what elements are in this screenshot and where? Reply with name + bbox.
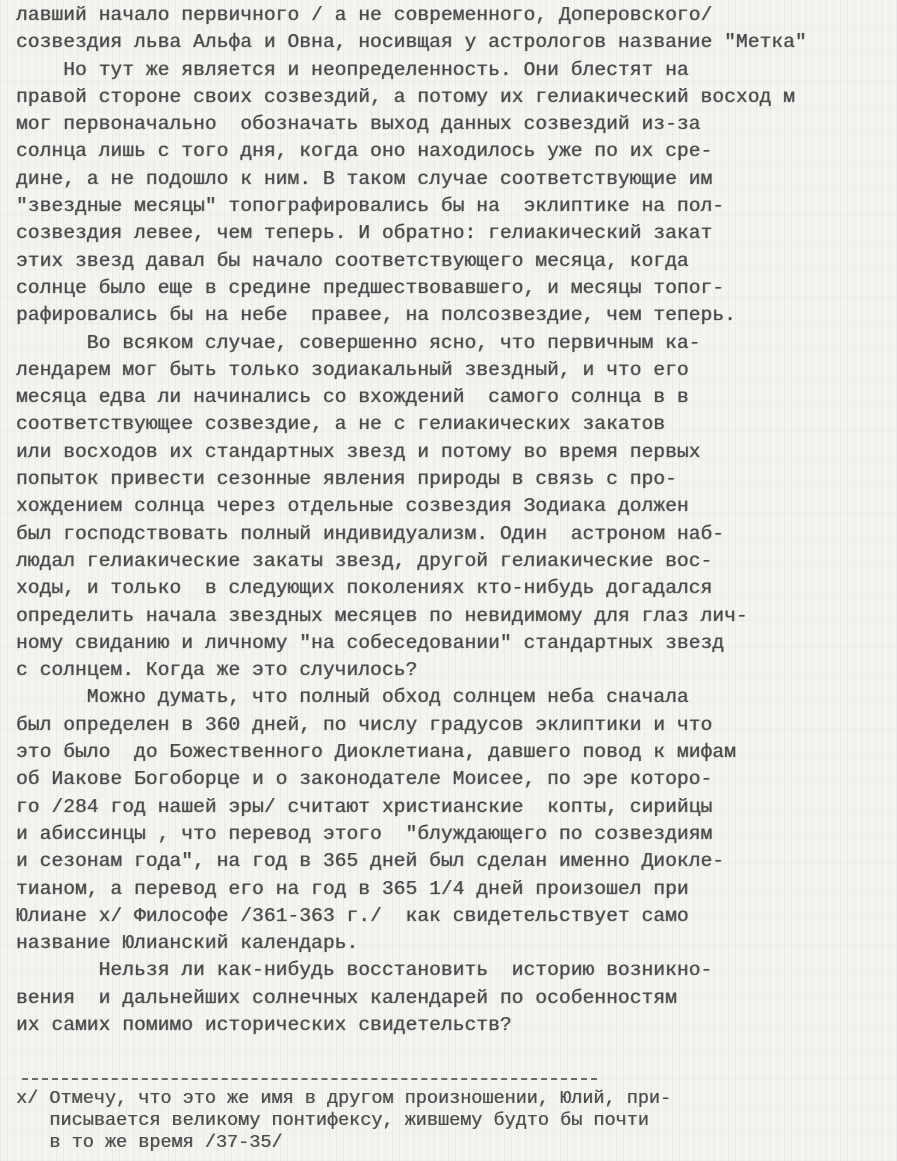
- text-line: людал гелиакические закаты звезд, другой гелиакические вос-: [16, 549, 713, 572]
- text-line: Можно думать, что полный обход солнцем неба сначала: [16, 686, 689, 709]
- text-line: Нельзя ли как-нибудь восстановить историю возникно-: [16, 959, 713, 982]
- text-line: го /284 год нашей эры/ считают христианские копты, сирийцы: [16, 795, 713, 818]
- footnote-line: в то же время /37-35/: [16, 1132, 283, 1153]
- footnote: [16, 1078, 886, 1154]
- text-line: Во всяком случае, совершенно ясно, что первичным ка-: [16, 331, 701, 354]
- text-line: ному свиданию и личному "на собеседовании" стандартных звезд: [16, 631, 725, 654]
- text-line: лавший начало первичного / а не современного, Доперовского/: [16, 4, 713, 26]
- text-line: и сезонам года", на год в 365 дней был сделан именно Диокле-: [16, 850, 725, 873]
- text-line: Но тут же является и неопределенность. Они блестят на: [16, 58, 689, 81]
- footnote-line: писывается великому понтифексу, жившему будто бы почти: [16, 1110, 649, 1131]
- text-line: тианом, а перевод его на год в 365 1/4 дней произошел при: [16, 877, 689, 900]
- text-line: их самих помимо исторических свидетельств?: [16, 1013, 512, 1036]
- footnote-text: [16, 1088, 886, 1154]
- text-line: правой стороне своих созвездий, а потому их гелиакический восход м: [16, 85, 795, 108]
- text-line: созвездия льва Альфа и Овна, носивщая у астрологов название "Метка": [16, 31, 807, 54]
- text-line: "звездные месяцы" топографировались бы на эклиптике на пол-: [16, 195, 725, 218]
- text-line: мог первоначально обозначать выход данных созвездий из-за: [16, 113, 701, 136]
- text-line: вения и дальнейших солнечных календарей по особенностям: [16, 986, 677, 1009]
- text-line: соответствующее созвездие, а не с гелиакических закатов: [16, 413, 666, 436]
- text-line: с солнцем. Когда же это случилось?: [16, 659, 418, 682]
- text-line: этих звезд давал бы начало соответствующего месяца, когда: [16, 249, 689, 272]
- text-line: попыток привести сезонные явления природы в связь с про-: [16, 468, 677, 491]
- text-line: был определен в 360 дней, по числу градусов эклиптики и что: [16, 713, 713, 736]
- text-line: ходы, и только в следующих поколениях кто-нибудь догадался: [16, 577, 713, 600]
- text-line: дине, а не подошло к ним. В таком случае соответствующие им: [16, 167, 713, 190]
- text-line: рафировались бы на небе правее, на полсозвездие, чем теперь.: [16, 304, 736, 327]
- main-text: [16, 2, 886, 1039]
- text-line: название Юлианский календарь.: [16, 932, 359, 955]
- text-line: об Иакове Богоборце и о законодателе Моисее, по эре которо-: [16, 768, 713, 791]
- text-line: солнце было еще в средине предшествовавшего, и месяцы топог-: [16, 276, 725, 299]
- text-line: Юлиане x/ Философе /361-363 г./ как свидетельствует само: [16, 904, 689, 927]
- text-line: солнца лишь с того дня, когда оно находилось уже по их сре-: [16, 140, 713, 163]
- footnote-separator: [22, 1078, 597, 1080]
- text-line: созвездия левее, чем теперь. И обратно: гелиакический закат: [16, 222, 713, 245]
- text-line: или восходов их стандартных звезд и потому во время первых: [16, 440, 701, 463]
- text-line: и абиссинцы , что перевод этого "блуждающего по созвездиям: [16, 822, 713, 845]
- text-line: определить начала звездных месяцев по невидимому для глаз лич-: [16, 604, 748, 627]
- text-line: лендарем мог быть только зодиакальный звездный, и что его: [16, 358, 689, 381]
- text-line: хождением солнца через отдельные созвездия Зодиака должен: [16, 495, 689, 518]
- text-line: это было до Божественного Диоклетиана, давшего повод к мифам: [16, 741, 736, 764]
- text-line: был господствовать полный индивидуализм. Один астроном наб-: [16, 522, 725, 545]
- text-line: месяца едва ли начинались со вхождений самого солнца в в: [16, 386, 689, 409]
- footnote-line: x/ Отмечу, что это же имя в другом произношении, Юлий, при-: [16, 1088, 672, 1109]
